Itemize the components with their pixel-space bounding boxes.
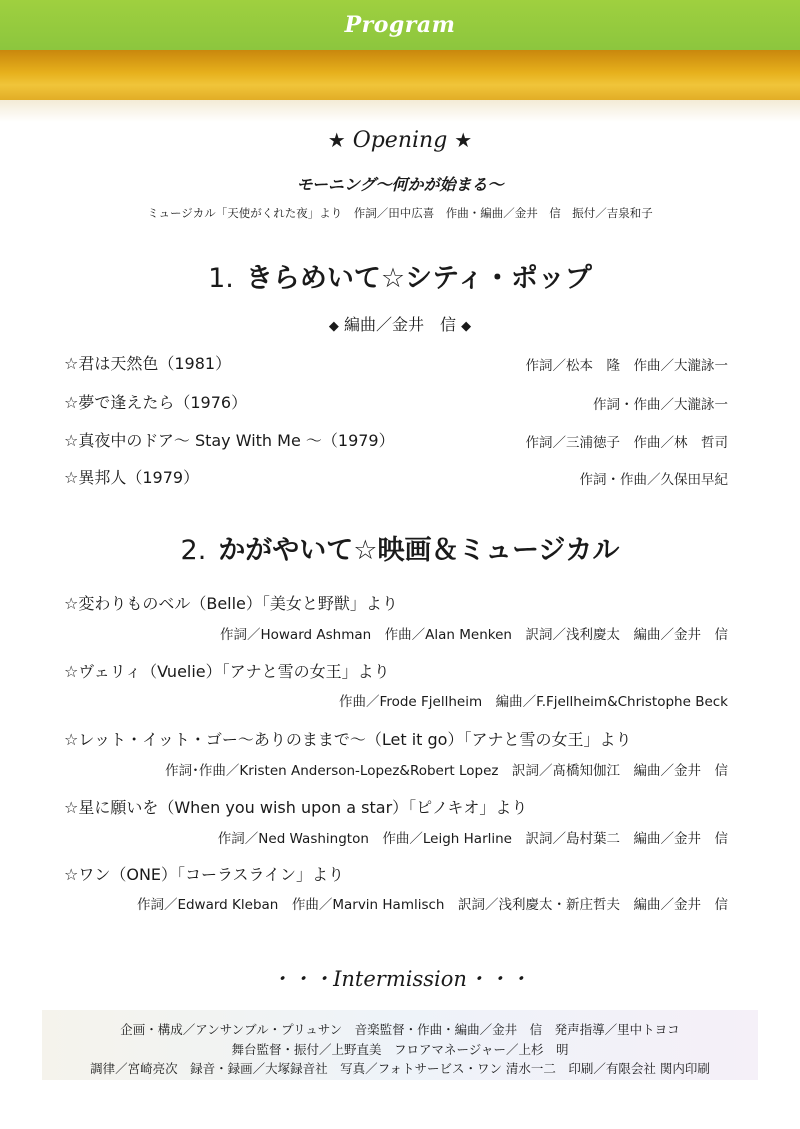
- footer-line: 調律／宮崎亮次 録音・録画／大塚録音社 写真／フォトサービス・ワン 清水一二 印刷／有限会社 関内印刷: [90, 1061, 710, 1076]
- program-title: Program: [344, 12, 456, 38]
- song-credit: 作詞／Ned Washington 作曲／Leigh Harline 訳詞／島村葉二 編曲／金井 信: [217, 831, 728, 847]
- footer-line: 企画・構成／アンサンブル・プリュサン 音楽監督・作曲・編曲／金井 信 発声指導／里中トヨコ: [120, 1022, 680, 1037]
- footer-line: 舞台監督・振付／上野直美 フロアマネージャー／上杉 明: [231, 1042, 569, 1057]
- song-title: ☆変わりものベル（Belle）「美女と野獣」より: [64, 594, 398, 613]
- song-title: ☆異邦人（1979）: [64, 468, 200, 487]
- song-title: ☆ワン（ONE）「コーラスライン」より: [64, 865, 345, 884]
- section1-arranger: [0, 312, 800, 335]
- opening-song: モーニング〜何かが始まる〜: [296, 175, 504, 194]
- star-icon: ★: [327, 128, 346, 152]
- section2-title: [0, 528, 800, 567]
- section1-title-text: きらめいて☆シティ・ポップ: [245, 263, 592, 294]
- song-credit: 作詞／松本 隆 作曲／大瀧詠一: [525, 358, 728, 374]
- section2-number: 2.: [180, 535, 207, 566]
- song-title: ☆夢で逢えたら（1976）: [64, 393, 248, 412]
- song-title: ☆真夜中のドア〜 Stay With Me 〜（1979）: [64, 431, 395, 450]
- song-credit: 作詞･作曲／Kristen Anderson-Lopez&Robert Lopez 訳詞／髙橋知伽江 編曲／金井 信: [165, 763, 728, 779]
- song-credit: 作詞／Edward Kleban 作曲／Marvin Hamlisch 訳詞／浅利慶太・新庄哲夫 編曲／金井 信: [136, 897, 728, 913]
- song-credit: 作曲／Frode Fjellheim 編曲／F.Fjellheim&Christophe Beck: [339, 694, 728, 710]
- song-credit: 作詞／Howard Ashman 作曲／Alan Menken 訳詞／浅利慶太 編曲／金井 信: [219, 627, 728, 643]
- intermission: ・・・Intermission・・・: [270, 967, 530, 991]
- section2-title-text: かがやいて☆映画＆ミュージカル: [218, 535, 620, 566]
- opening-heading: [0, 128, 800, 153]
- song-title: ☆ヴェリィ（Vuelie）「アナと雪の女王」より: [64, 662, 390, 681]
- song-credit: 作詞・作曲／久保田早紀: [579, 472, 728, 488]
- song-credit: 作詞・作曲／大瀧詠一: [593, 397, 728, 413]
- opening-credits: ミュージカル「天使がくれた夜」より 作詞／田中広喜 作曲・編曲／金井 信 振付／吉泉和子: [147, 206, 653, 220]
- header-band: [0, 0, 800, 50]
- star-icon: ★: [454, 128, 473, 152]
- section1-arranger-text: 編曲／金井 信: [343, 315, 456, 334]
- song-title: ☆レット・イット・ゴー〜ありのままで〜（Let it go）「アナと雪の女王」より: [64, 730, 632, 749]
- section1-title: [0, 256, 800, 295]
- song-credit: 作詞／三浦徳子 作曲／林 哲司: [525, 435, 728, 451]
- diamond-icon: ◆: [328, 319, 339, 334]
- header-gold-band: [0, 50, 800, 100]
- diamond-icon: ◆: [461, 319, 472, 334]
- song-title: ☆星に願いを（When you wish upon a star）「ピノキオ」より: [64, 798, 528, 817]
- header-fade: [0, 100, 800, 122]
- section1-number: 1.: [208, 263, 234, 294]
- song-title: ☆君は天然色（1981）: [64, 354, 232, 373]
- opening-label: Opening: [352, 128, 448, 153]
